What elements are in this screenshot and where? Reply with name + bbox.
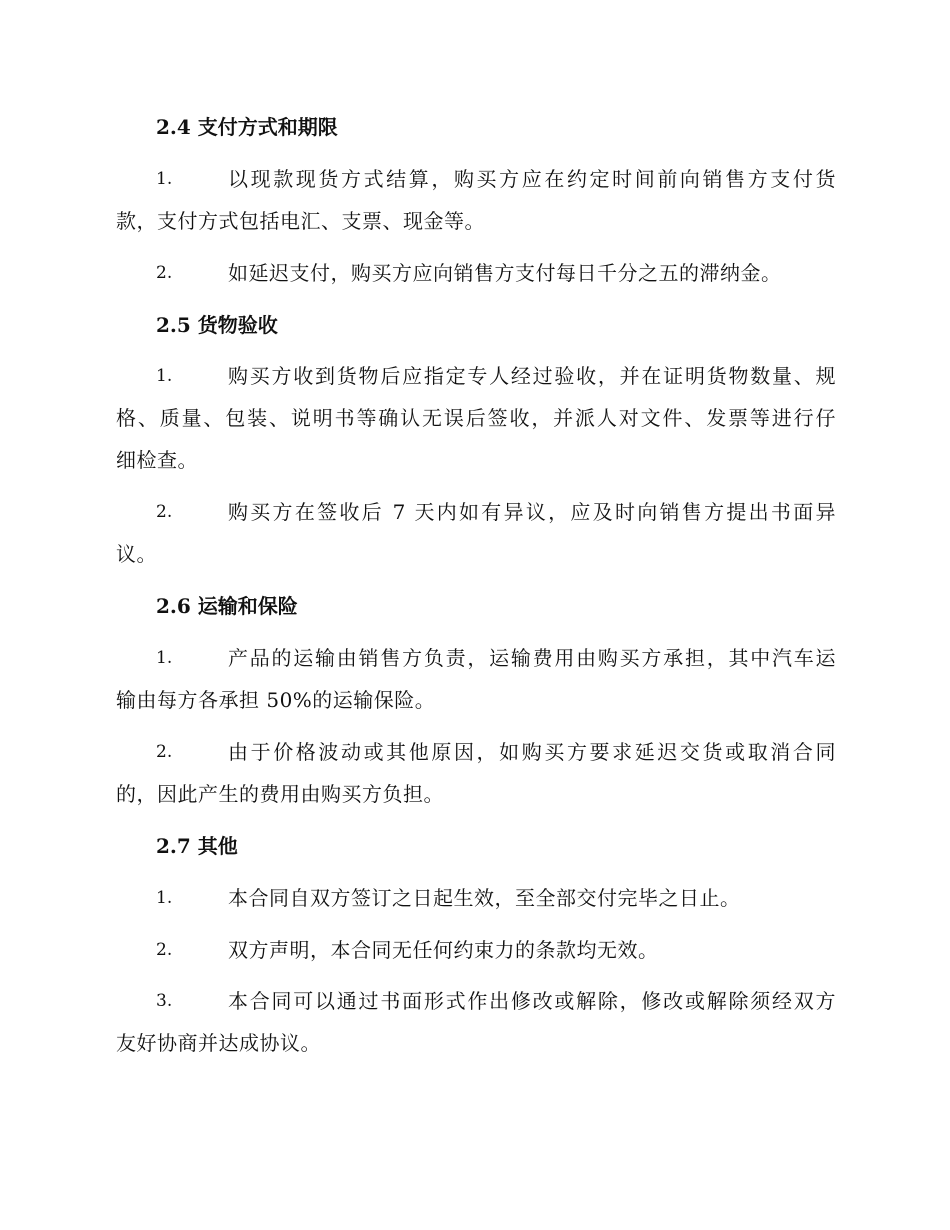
clause-item	[116, 929, 836, 971]
clause-line: 的，因此产生的费用由购买方负担。	[116, 782, 444, 806]
clause-number: 3.	[156, 991, 173, 1011]
clause-line: 购买方在签收后 7 天内如有异议，应及时向销售方提出书面异	[228, 500, 836, 524]
clause-number: 2.	[156, 940, 173, 960]
clause-line: 款，支付方式包括电汇、支票、现金等。	[116, 209, 485, 233]
clause-number: 1.	[156, 888, 173, 908]
clause-item	[116, 731, 836, 815]
clause-number: 2.	[156, 263, 173, 283]
clause-item	[116, 491, 836, 575]
clause-line: 友好协商并达成协议。	[116, 1031, 321, 1055]
clause-line: 如延迟支付，购买方应向销售方支付每日千分之五的滞纳金。	[228, 261, 782, 285]
section-heading: 2.4 支付方式和期限	[156, 115, 338, 139]
section-heading: 2.7 其他	[156, 834, 238, 858]
clause-number: 1.	[156, 648, 173, 668]
section-heading: 2.5 货物验收	[156, 313, 278, 337]
clause-line: 以现款现货方式结算，购买方应在约定时间前向销售方支付货	[228, 167, 836, 191]
clause-number: 1.	[156, 366, 173, 386]
clause-item	[116, 355, 836, 481]
clause-line: 本合同可以通过书面形式作出修改或解除，修改或解除须经双方	[228, 989, 836, 1013]
clause-number: 2.	[156, 502, 173, 522]
section-heading: 2.6 运输和保险	[156, 594, 298, 618]
clause-item	[116, 158, 836, 242]
clause-line: 议。	[116, 542, 157, 566]
clause-line: 格、质量、包装、说明书等确认无误后签收，并派人对文件、发票等进行仔	[116, 406, 836, 430]
clause-item	[116, 252, 836, 294]
clause-line: 本合同自双方签订之日起生效，至全部交付完毕之日止。	[228, 886, 741, 910]
clause-line: 产品的运输由销售方负责，运输费用由购买方承担，其中汽车运	[228, 646, 836, 670]
clause-item	[116, 637, 836, 721]
clause-line: 购买方收到货物后应指定专人经过验收，并在证明货物数量、规	[228, 364, 836, 388]
clause-number: 2.	[156, 742, 173, 762]
clause-item	[116, 980, 836, 1064]
clause-line: 细检查。	[116, 448, 198, 472]
clause-line: 输由每方各承担 50%的运输保险。	[116, 688, 436, 712]
clause-line: 双方声明，本合同无任何约束力的条款均无效。	[228, 938, 659, 962]
clause-number: 1.	[156, 169, 173, 189]
clause-item	[116, 877, 836, 919]
clause-line: 由于价格波动或其他原因，如购买方要求延迟交货或取消合同	[228, 740, 836, 764]
